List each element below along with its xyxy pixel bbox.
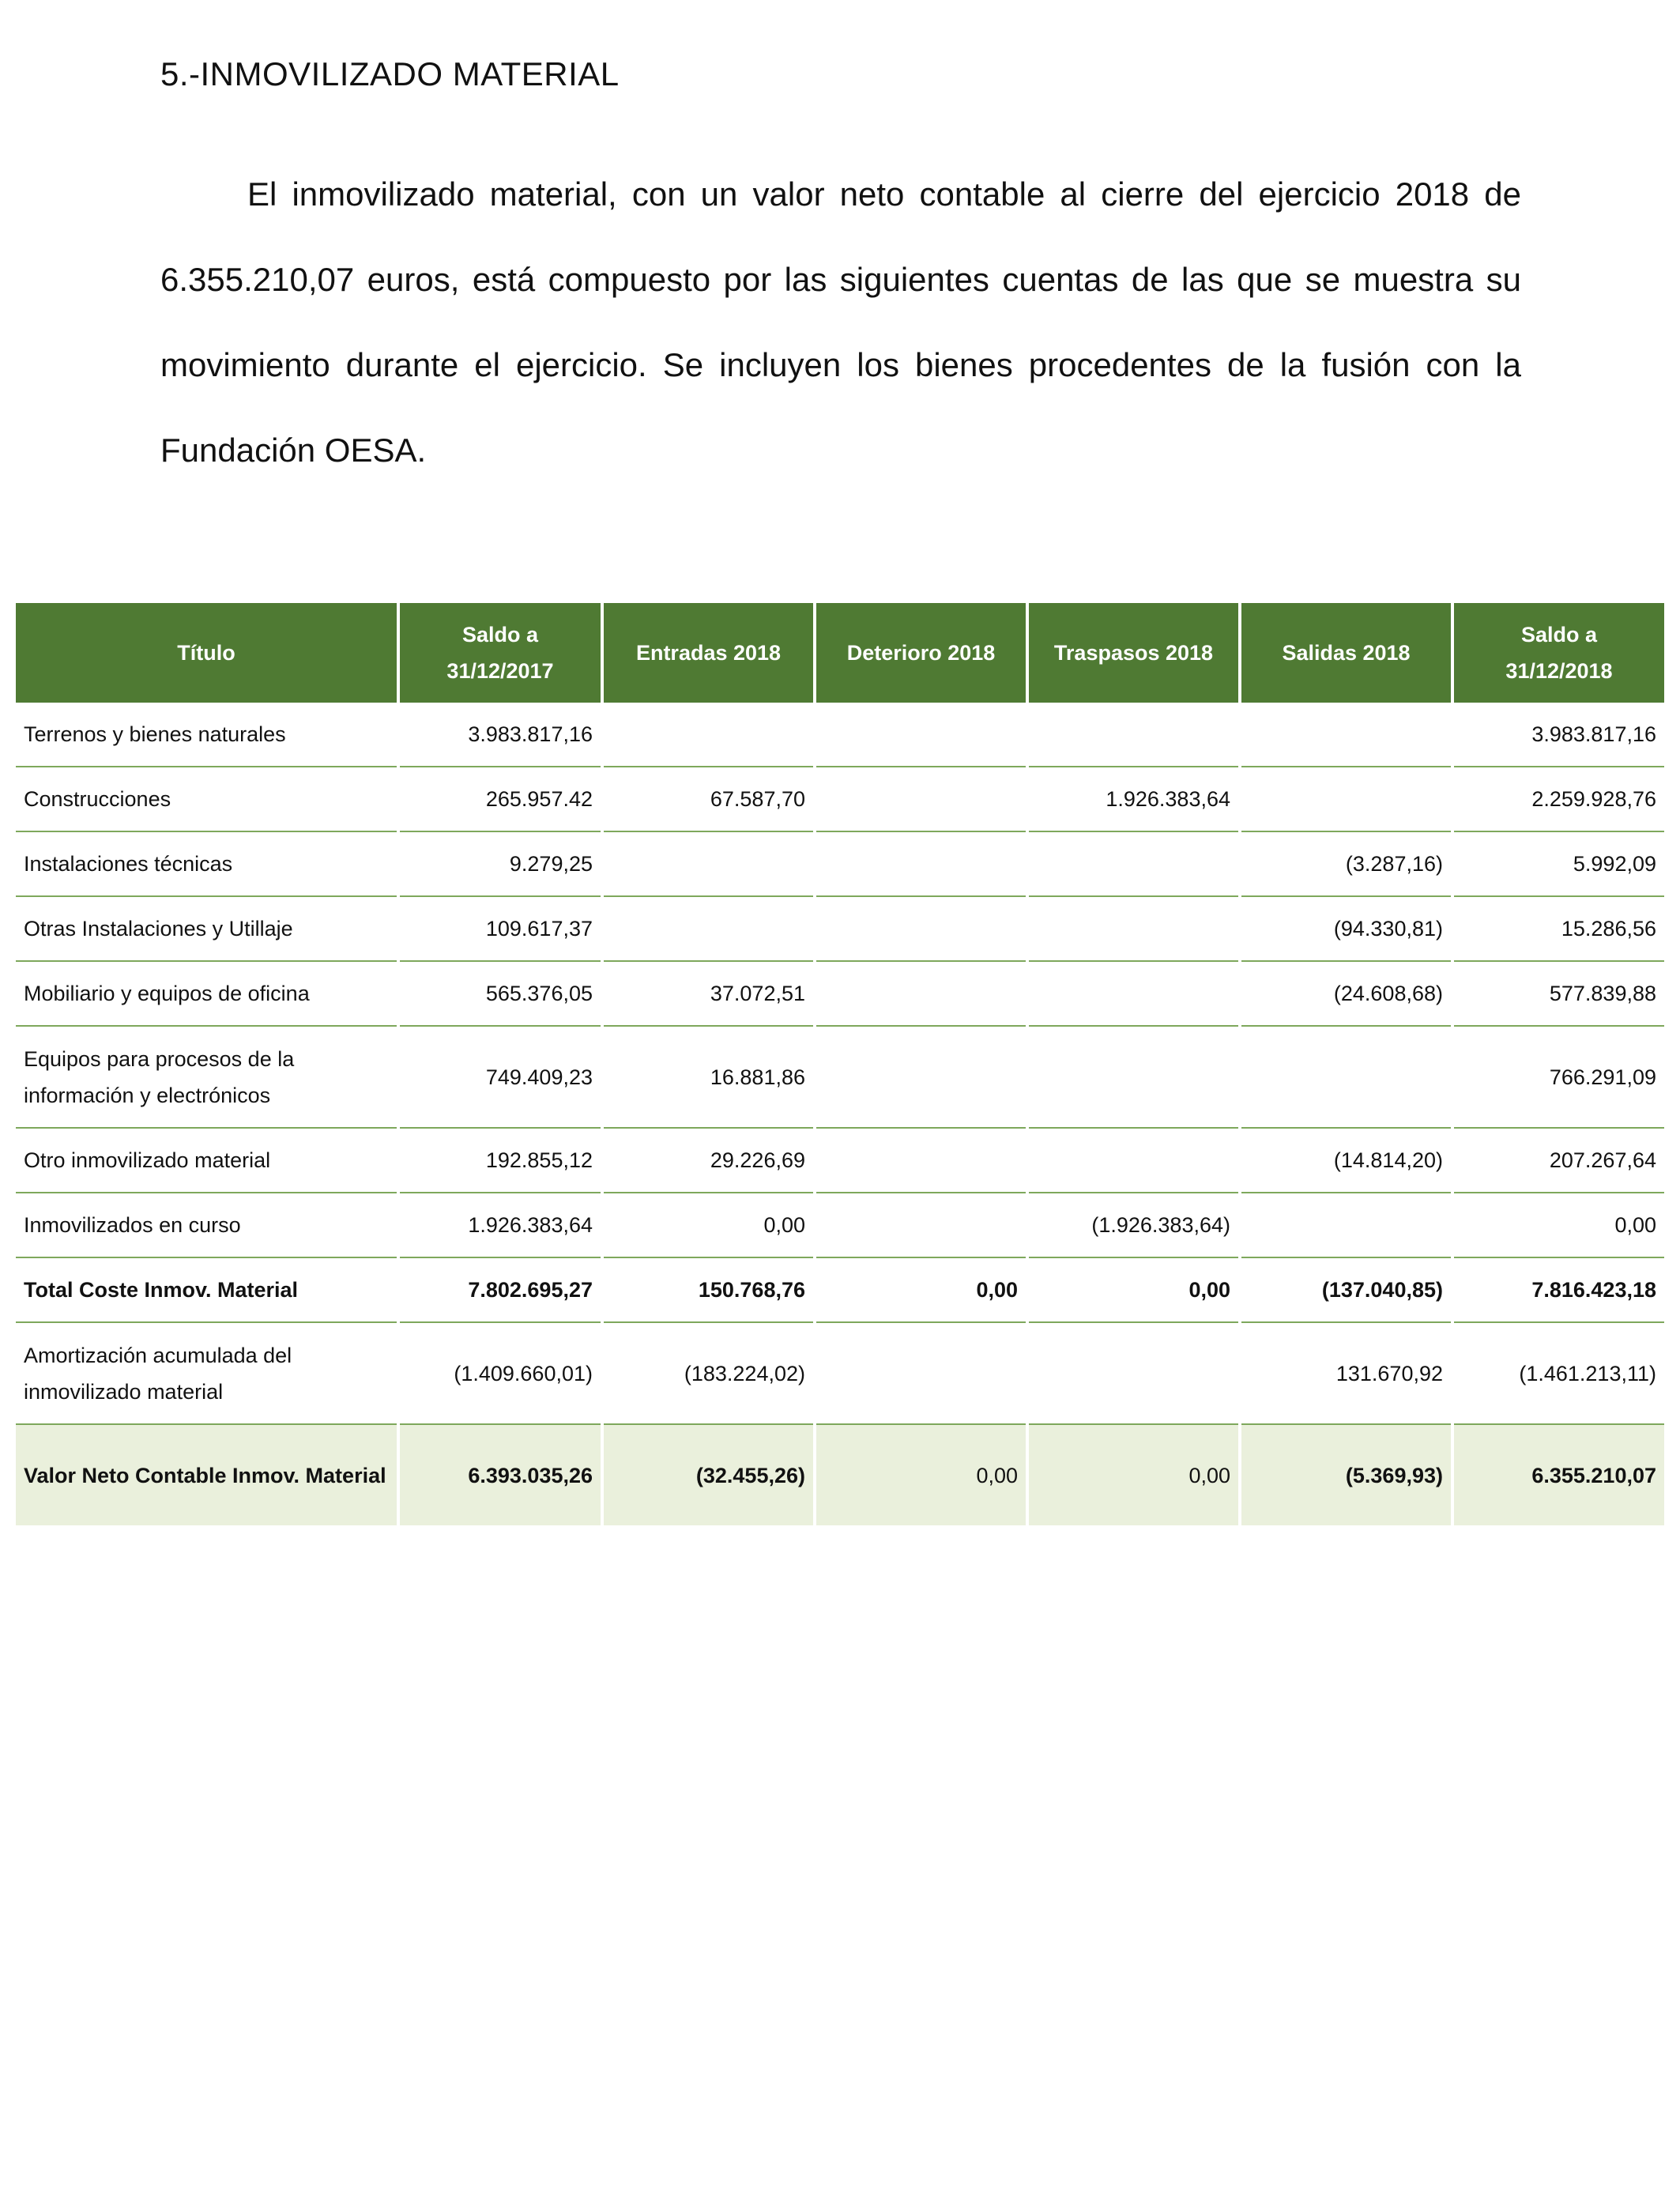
cell-deterioro [815,1322,1027,1424]
cell-salidas [1240,767,1452,831]
cell-saldo-final: 207.267,64 [1452,1128,1664,1193]
cell-saldo-inicial: 109.617,37 [398,896,602,961]
cell-entradas: 16.881,86 [602,1026,815,1128]
table-header-row [16,603,1664,703]
table-row [16,1026,1664,1128]
saldo-inicial-line2: 31/12/2017 [446,659,554,683]
total-cost-row [16,1257,1664,1322]
cell-saldo-inicial: 749.409,23 [398,1026,602,1128]
col-header-salidas: Salidas 2018 [1240,603,1452,703]
cell-salidas: (5.369,93) [1240,1424,1452,1525]
cell-deterioro [815,1193,1027,1257]
cell-entradas: (183.224,02) [602,1322,815,1424]
cell-saldo-inicial: 565.376,05 [398,961,602,1026]
cell-entradas: 0,00 [602,1193,815,1257]
cell-salidas [1240,1193,1452,1257]
saldo-final-line2: 31/12/2018 [1505,659,1613,683]
cell-salidas: (14.814,20) [1240,1128,1452,1193]
cell-deterioro [815,1128,1027,1193]
cell-deterioro [815,961,1027,1026]
intro-paragraph: El inmovilizado material, con un valor neto contable al cierre del ejercicio 2018 de 6.355.210,07 euros, está compuesto por las siguientes cuentas de las que se muestra su movimiento durante el ejercicio. Se incluyen los bienes procedentes de la fusión con la Fundación OESA. [160,175,1521,469]
cell-traspasos [1027,1026,1240,1128]
cell-saldo-final: 5.992,09 [1452,831,1664,896]
cell-saldo-inicial: (1.409.660,01) [398,1322,602,1424]
table-row [16,831,1664,896]
cell-entradas: 150.768,76 [602,1257,815,1322]
cell-deterioro: 0,00 [815,1257,1027,1322]
row-label: Equipos para procesos de la información y electrónicos [16,1026,398,1128]
cell-traspasos [1027,703,1240,767]
cell-traspasos: 1.926.383,64 [1027,767,1240,831]
cell-saldo-inicial: 3.983.817,16 [398,703,602,767]
cell-entradas: 67.587,70 [602,767,815,831]
cell-traspasos [1027,896,1240,961]
col-header-deterioro: Deterioro 2018 [815,603,1027,703]
cell-entradas: (32.455,26) [602,1424,815,1525]
cell-saldo-inicial: 265.957.42 [398,767,602,831]
cell-traspasos: (1.926.383,64) [1027,1193,1240,1257]
cell-entradas [602,896,815,961]
cell-deterioro [815,896,1027,961]
col-header-titulo: Título [16,603,398,703]
cell-traspasos [1027,831,1240,896]
row-label: Valor Neto Contable Inmov. Material [16,1424,398,1525]
row-label: Inmovilizados en curso [16,1193,398,1257]
cell-saldo-inicial: 9.279,25 [398,831,602,896]
row-label: Total Coste Inmov. Material [16,1257,398,1322]
cell-saldo-final: 6.355.210,07 [1452,1424,1664,1525]
cell-saldo-final: 7.816.423,18 [1452,1257,1664,1322]
row-label: Mobiliario y equipos de oficina [16,961,398,1026]
col-header-saldo-final [1452,603,1664,703]
saldo-final-line1: Saldo a [1520,623,1598,647]
cell-saldo-final: 15.286,56 [1452,896,1664,961]
cell-saldo-inicial: 1.926.383,64 [398,1193,602,1257]
row-label: Construcciones [16,767,398,831]
cell-traspasos [1027,1128,1240,1193]
cell-deterioro [815,703,1027,767]
row-label: Instalaciones técnicas [16,831,398,896]
table-row [16,703,1664,767]
col-header-entradas: Entradas 2018 [602,603,815,703]
cell-saldo-inicial: 7.802.695,27 [398,1257,602,1322]
net-value-row [16,1424,1664,1525]
cell-salidas [1240,1026,1452,1128]
cell-entradas [602,703,815,767]
table-row [16,1193,1664,1257]
cell-salidas: (137.040,85) [1240,1257,1452,1322]
section-heading: 5.-INMOVILIZADO MATERIAL [160,55,620,92]
cell-salidas: (3.287,16) [1240,831,1452,896]
cell-salidas: (94.330,81) [1240,896,1452,961]
cell-entradas: 29.226,69 [602,1128,815,1193]
table-row [16,961,1664,1026]
cell-salidas [1240,703,1452,767]
saldo-inicial-line1: Saldo a [461,623,539,647]
table-row [16,896,1664,961]
cell-saldo-final: 766.291,09 [1452,1026,1664,1128]
cell-deterioro [815,1026,1027,1128]
cell-deterioro: 0,00 [815,1424,1027,1525]
cell-salidas: (24.608,68) [1240,961,1452,1026]
row-label: Terrenos y bienes naturales [16,703,398,767]
cell-deterioro [815,831,1027,896]
cell-saldo-final: (1.461.213,11) [1452,1322,1664,1424]
cell-entradas [602,831,815,896]
cell-traspasos [1027,961,1240,1026]
cell-saldo-final: 0,00 [1452,1193,1664,1257]
cell-traspasos: 0,00 [1027,1257,1240,1322]
cell-saldo-inicial: 192.855,12 [398,1128,602,1193]
cell-saldo-final: 577.839,88 [1452,961,1664,1026]
cell-traspasos [1027,1322,1240,1424]
cell-saldo-final: 2.259.928,76 [1452,767,1664,831]
col-header-traspasos: Traspasos 2018 [1027,603,1240,703]
cell-saldo-final: 3.983.817,16 [1452,703,1664,767]
row-label: Otro inmovilizado material [16,1128,398,1193]
table-row [16,1322,1664,1424]
cell-entradas: 37.072,51 [602,961,815,1026]
cell-salidas: 131.670,92 [1240,1322,1452,1424]
cell-traspasos: 0,00 [1027,1424,1240,1525]
table-row [16,767,1664,831]
col-header-saldo-inicial [398,603,602,703]
cell-saldo-inicial: 6.393.035,26 [398,1424,602,1525]
table-row [16,1128,1664,1193]
fixed-assets-table [16,603,1664,1525]
row-label: Amortización acumulada del inmovilizado material [16,1322,398,1424]
row-label: Otras Instalaciones y Utillaje [16,896,398,961]
cell-deterioro [815,767,1027,831]
